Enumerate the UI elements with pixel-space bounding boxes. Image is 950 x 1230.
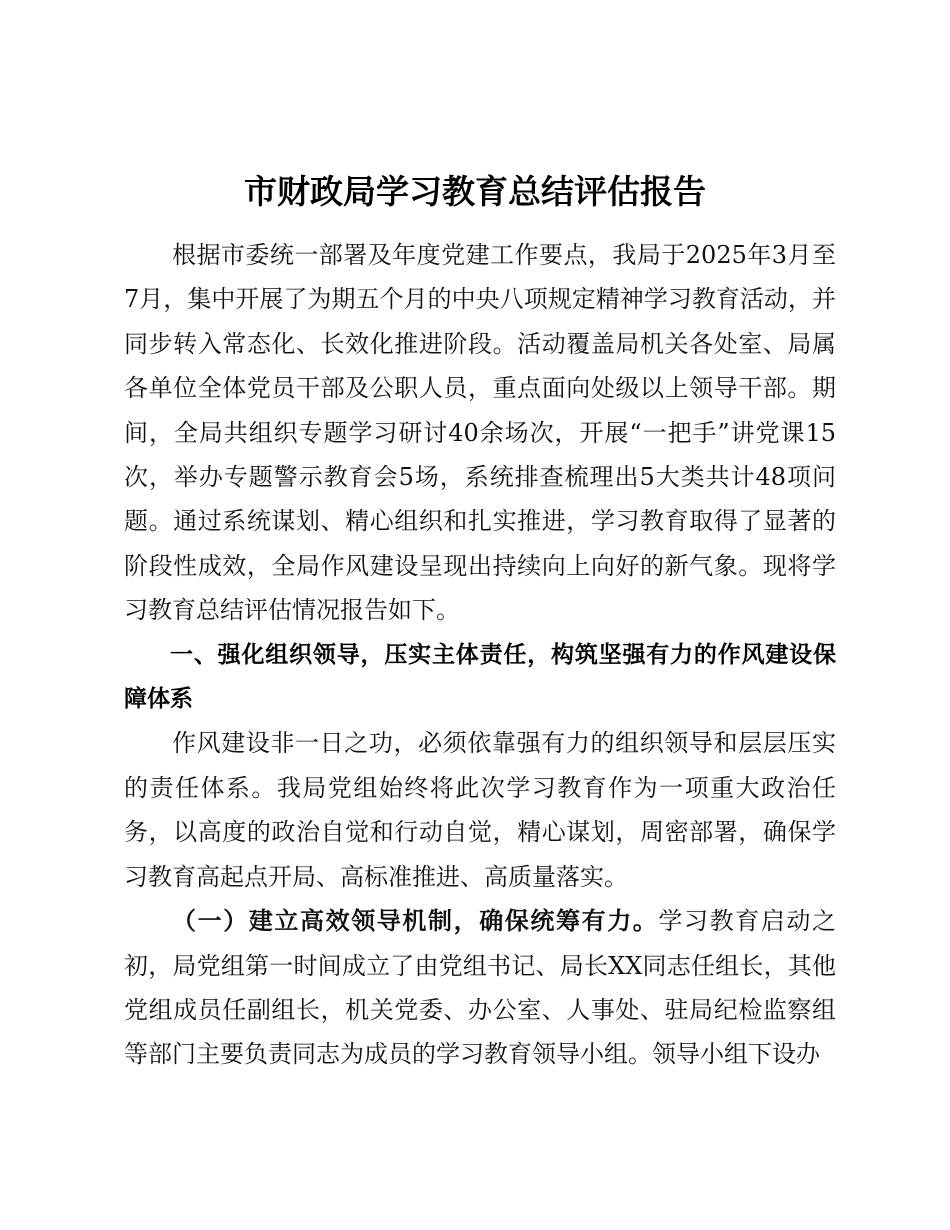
subsection-1-text: 学习教育启动之初，局党组第一时间成立了由党组书记、局长XX同志任组长，其他党组成员任副组长，机关党委、办公室、人事处、驻局纪检监察组等部门主要负责同志为成员的学习教育领导小组。领导小组下设办 <box>124 907 837 1069</box>
subsection-1-paragraph <box>124 899 836 1077</box>
subsection-1-lead: （一）建立高效领导机制，确保统筹有力。 <box>172 906 659 936</box>
section-heading-1: 一、强化组织领导，压实主体责任，构筑坚强有力的作风建设保障体系 <box>124 641 836 713</box>
intro-paragraph: 根据市委统一部署及年度党建工作要点，我局于2025年3月至7月，集中开展了为期五个月的中央八项规定精神学习教育活动，并同步转入常态化、长效化推进阶段。活动覆盖局机关各处室、局属各单位全体党员干部及公职人员，重点面向处级以上领导干部。期间，全局共组织专题学习研讨40余场次，开展“一把手”讲党课15次，举办专题警示教育会5场，系统排查梳理出5大类共计48项问题。通过系统谋划、精心组织和扎实推进，学习教育取得了显著的阶段性成效，全局作风建设呈现出持续向上向好的新气象。现将学习教育总结评估情况报告如下。 <box>124 241 836 625</box>
document-body <box>124 233 836 1077</box>
section-1-paragraph: 作风建设非一日之功，必须依靠强有力的组织领导和层层压实的责任体系。我局党组始终将此次学习教育作为一项重大政治任务，以高度的政治自觉和行动自觉，精心谋划，周密部署，确保学习教育高起点开局、高标准推进、高质量落实。 <box>124 729 836 891</box>
document-title: 市财政局学习教育总结评估报告 <box>244 172 706 211</box>
